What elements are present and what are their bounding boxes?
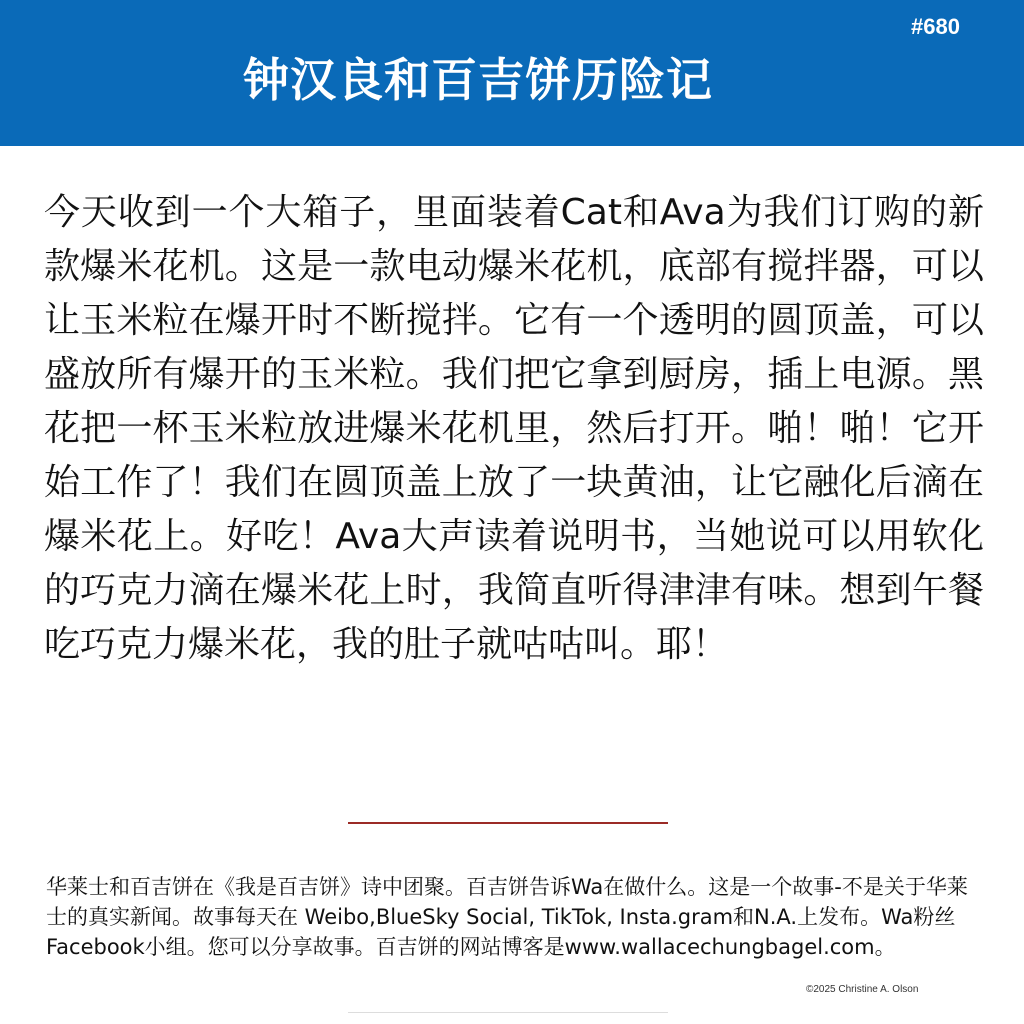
footer-note: 华莱士和百吉饼在《我是百吉饼》诗中团聚。百吉饼告诉Wa在做什么。这是一个故事-不是关于华莱士的真实新闻。故事每天在 Weibo,BlueSky Social, TikTok, Insta.gram和N.A.上发布。Wa粉丝Facebook小组。您可以分享故事。百吉饼的网站博客是www.wallacechungbagel.com。 xyxy=(46,875,968,959)
copyright: ©2025 Christine A. Olson xyxy=(806,984,919,995)
title-banner xyxy=(0,0,1024,146)
bottom-divider xyxy=(348,1012,668,1013)
divider xyxy=(348,822,668,824)
page-title: 钟汉良和百吉饼历险记 xyxy=(243,53,713,107)
issue-number: #680 xyxy=(911,14,960,39)
story-text: 今天收到一个大箱子，里面装着Cat和Ava为我们订购的新款爆米花机。这是一款电动爆米花机，底部有搅拌器，可以让玉米粒在爆开时不断搅拌。它有一个透明的圆顶盖，可以盛放所有爆开的玉米粒。我们把它拿到厨房，插上电源。黑花把一杯玉米粒放进爆米花机里，然后打开。啪！啪！它开始工作了！我们在圆顶盖上放了一块黄油，让它融化后滴在爆米花上。好吃！Ava大声读着说明书，当她说可以用软化的巧克力滴在爆米花上时，我简直听得津津有味。想到午餐吃巧克力爆米花，我的肚子就咕咕叫。耶！ xyxy=(44,192,984,665)
